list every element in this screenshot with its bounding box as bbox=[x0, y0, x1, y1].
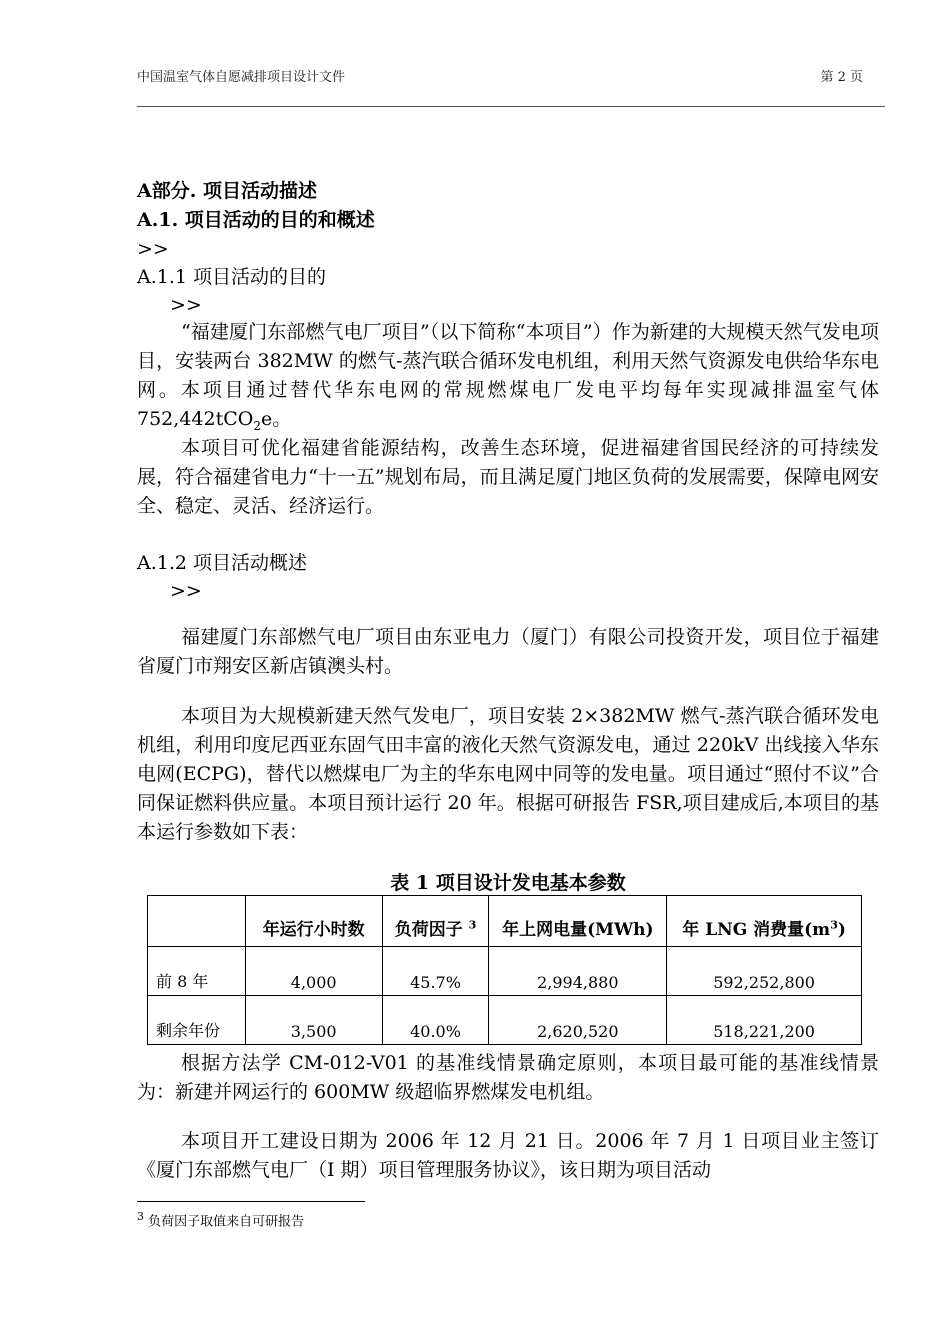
header-lng: 年 LNG 消费量$(m^3)$ bbox=[667, 896, 862, 947]
cell-load: 40.0% bbox=[382, 996, 489, 1045]
header-divider bbox=[137, 106, 885, 107]
subsection-title: A.1. 项目活动的目的和概述 bbox=[137, 209, 375, 231]
page-header bbox=[137, 66, 885, 86]
a12-paragraph-2: 本项目为大规模新建天然气发电厂，项目安装 2×382MW 燃气-蒸汽联合循环发电机组，利用印度尼西亚东固气田丰富的液化天然气资源发电，通过 220kV 出线接入华东电网(ECPG)，替代以燃煤电厂为主的华东电网中同等的发电量。项目通过“照付不议”合同保证燃料供应量。本项目预计运行 20 年。根据可研报告 FSR,项目建成后,本项目的基本运行参数如下表： bbox=[137, 705, 879, 843]
table-caption: 表 1 项目设计发电基本参数 bbox=[390, 872, 626, 894]
a11-marker: >> bbox=[170, 294, 202, 316]
table-row bbox=[148, 947, 862, 996]
cell-lng: 518,221,200 bbox=[667, 996, 862, 1045]
cell-load: 45.7% bbox=[382, 947, 489, 996]
row-label: 前 8 年 bbox=[148, 947, 246, 996]
start-date-paragraph: 本项目开工建设日期为 2006 年 12 月 21 日。2006 年 7 月 1 日项目业主签订《厦门东部燃气电厂（I 期）项目管理服务协议》，该日期为项目活动 bbox=[137, 1130, 879, 1181]
row-label: 剩余年份 bbox=[148, 996, 246, 1045]
header-hours: 年运行小时数 bbox=[245, 896, 382, 947]
cell-hours: 4,000 bbox=[245, 947, 382, 996]
a11-paragraph-1: “福建厦门东部燃气电厂项目”（以下简称“本项目”）作为新建的大规模天然气发电项目，安装两台 382MW 的燃气-蒸汽联合循环发电机组，利用天然气资源发电供给华东电网。本项目通过替代华东电网的常规燃煤电厂发电平均每年实现减排温室气体 752,442tCO$_2$e。 bbox=[137, 321, 879, 433]
a12-title: A.1.2 项目活动概述 bbox=[137, 552, 308, 574]
input-marker: >> bbox=[137, 238, 169, 260]
footnote-divider bbox=[137, 1201, 365, 1202]
cell-lng: 592,252,800 bbox=[667, 947, 862, 996]
footnote: $^3$ 负荷因子取值来自可研报告 bbox=[137, 1210, 305, 1230]
parameters-table bbox=[147, 895, 862, 1045]
header-blank bbox=[148, 896, 246, 947]
header-output: 年上网电量(MWh) bbox=[489, 896, 667, 947]
cell-output: 2,620,520 bbox=[489, 996, 667, 1045]
a11-title: A.1.1 项目活动的目的 bbox=[137, 266, 327, 288]
table-header-row bbox=[148, 896, 862, 947]
a12-marker: >> bbox=[170, 580, 202, 602]
cell-hours: 3,500 bbox=[245, 996, 382, 1045]
header-load: 负荷因子 $^3$ bbox=[382, 896, 489, 947]
table-row bbox=[148, 996, 862, 1045]
baseline-paragraph: 根据方法学 CM-012-V01 的基准线情景确定原则，本项目最可能的基准线情景为：新建并网运行的 600MW 级超临界燃煤发电机组。 bbox=[137, 1052, 879, 1103]
cell-output: 2,994,880 bbox=[489, 947, 667, 996]
section-title: A部分. 项目活动描述 bbox=[137, 180, 317, 202]
page-number: 第 2 页 bbox=[820, 70, 863, 85]
document-title: 中国温室气体自愿减排项目设计文件 bbox=[137, 70, 346, 85]
a12-paragraph-1: 福建厦门东部燃气电厂项目由东亚电力（厦门）有限公司投资开发，项目位于福建省厦门市翔安区新店镇澳头村。 bbox=[137, 626, 879, 677]
a11-paragraph-2: 本项目可优化福建省能源结构，改善生态环境，促进福建省国民经济的可持续发展，符合福建省电力“十一五”规划布局，而且满足厦门地区负荷的发展需要，保障电网安全、稳定、灵活、经济运行。 bbox=[137, 437, 879, 517]
